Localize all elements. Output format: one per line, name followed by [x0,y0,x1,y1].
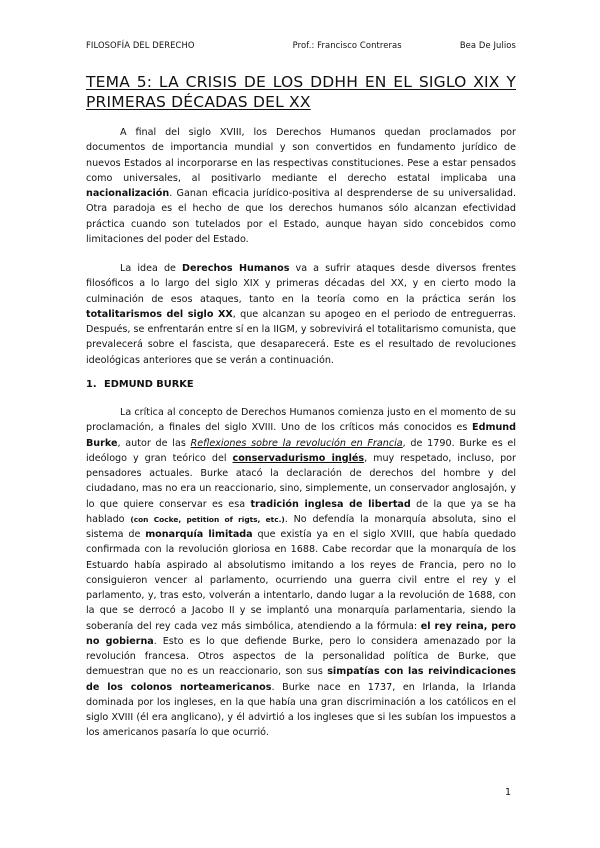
document-title: TEMA 5: LA CRISIS DE LOS DDHH EN EL SIGLO XIX Y PRIMERAS DÉCADAS DEL XX [86,73,516,111]
term-edmund-burke: Edmund Burke [86,422,516,449]
small-note: (con Cocke, petition of rigts, etc.) [130,514,285,524]
term-derechos-humanos: Derechos Humanos [182,263,290,274]
term-conservadurismo: conservadurismo inglés [232,452,365,464]
header-author: Bea De Julios [459,40,516,50]
paragraph-burke: La crítica al concepto de Derechos Humanos comienza justo en el momento de su proclamación, a finales del siglo XVIII. Uno de los críticos más conocidos es Edmund Burke, autor de las Reflexiones sobre la revolución en Francia, de 1790. Burke es el ideólogo y gran teórico del conservadurismo inglés, muy respetado, incluso, por pensadores actuales. Burke atacó la declaración de derechos del hombre y del ciudadano, mas no era un reaccionario, sino, simplemente, un conservador anglosajón, y lo que quiere conservar es esa tradición inglesa de libertad de la que ya se ha hablado (con Cocke, petition of rigts, etc.). No defendía la monarquía absoluta, sino el sistema de monarquía limitada que existía ya en el siglo XVIII, que había quedado confirmada con la revolución gloriosa en 1688. Cabe recordar que la monarquía de los Estuardo había aspirado al absolutismo imitando a los reyes de Francia, pero no lo consiguieron vencer al parlamento, ocurriendo una guerra civil entre el rey y el parlamento, y, tras esto, volverán a intentarlo, dando lugar a la revolución de 1688, con la que se derrocó a Jacobo II y se implantó una monarquía parlamentaria, siendo la soberanía del rey cada vez más simbólica, atendiendo a la fórmula: el rey reina, pero no gobierna. Esto es lo que defiende Burke, pero lo considera amenazado por la revolución francesa. Otros aspectos de la personalidad política de Burke, que demuestran que no es un reaccionario, son sus simpatías con las reivindicaciones de los colonos norteamericanos. Burke nace en 1737, en Irlanda, la Irlanda dominada por los ingleses, en la que había una gran discriminación a los católicos en el siglo XVIII (él era anglicano), y él advirtió a los ingleses que si les subían los impuestos a los americanos pasaría lo que ocurrió. [86,407,517,739]
term-simpatias: simpatías con las reivindicaciones de los colonos norteamericanos [86,666,517,693]
term-totalitarismos: totalitarismos del siglo XX [86,308,233,320]
section-heading-burke [86,379,194,390]
term-tradicion: tradición inglesa de libertad [250,498,411,510]
header-course: FILOSOFÍA DEL DERECHO [86,40,195,50]
paragraph-intro: A final del siglo XVIII, los Derechos Humanos quedan proclamados por documentos de importancia mundial y son convertidos en fundamento jurídico de nuevos Estados al incorporarse en las respectivas constituciones. Pese a estar pensados como universales, al positivarlo mediante el derecho estatal implicaba una nacionalización. Ganan eficacia jurídico-positiva al desprenderse de su universalidad. Otra paradoja es el hecho de que los derechos humanos sólo alcanzan efectividad práctica cuando son tutelados por el Estado, aunque hayan sido concebidos como limitaciones del poder del Estado. [86,127,516,245]
paragraph-ataques: La idea de Derechos Humanos va a sufrir ataques desde diversos frentes filosóficos a lo largo del siglo XIX y primeras décadas del XX, y en cierto modo la culminación de esos ataques, tanto en la teoría como en la práctica serán los totalitarismos del siglo XX, que alcanzan su apogeo en el periodo de entreguerras. Después, se enfrentarán entre sí en la IIGM, y sobrevivirá el totalitarismo comunista, que prevalecerá sobre el fascista, que desaparecerá. Este es el resultado de revoluciones ideológicas anteriores que se verán a continuación. [86,263,516,366]
term-formula: el rey reina, pero no gobierna [86,620,516,647]
page-number: 1 [505,787,512,798]
book-title: Reflexiones sobre la revolución en Francia [190,437,403,449]
section-number: 1. [86,379,97,390]
header-professor: Prof.: Francisco Contreras [292,40,402,50]
term-monarquia: monarquía limitada [145,529,253,540]
page-header [86,40,516,50]
section-title: EDMUND BURKE [104,379,194,390]
term-nacionalizacion: nacionalización [86,188,170,199]
